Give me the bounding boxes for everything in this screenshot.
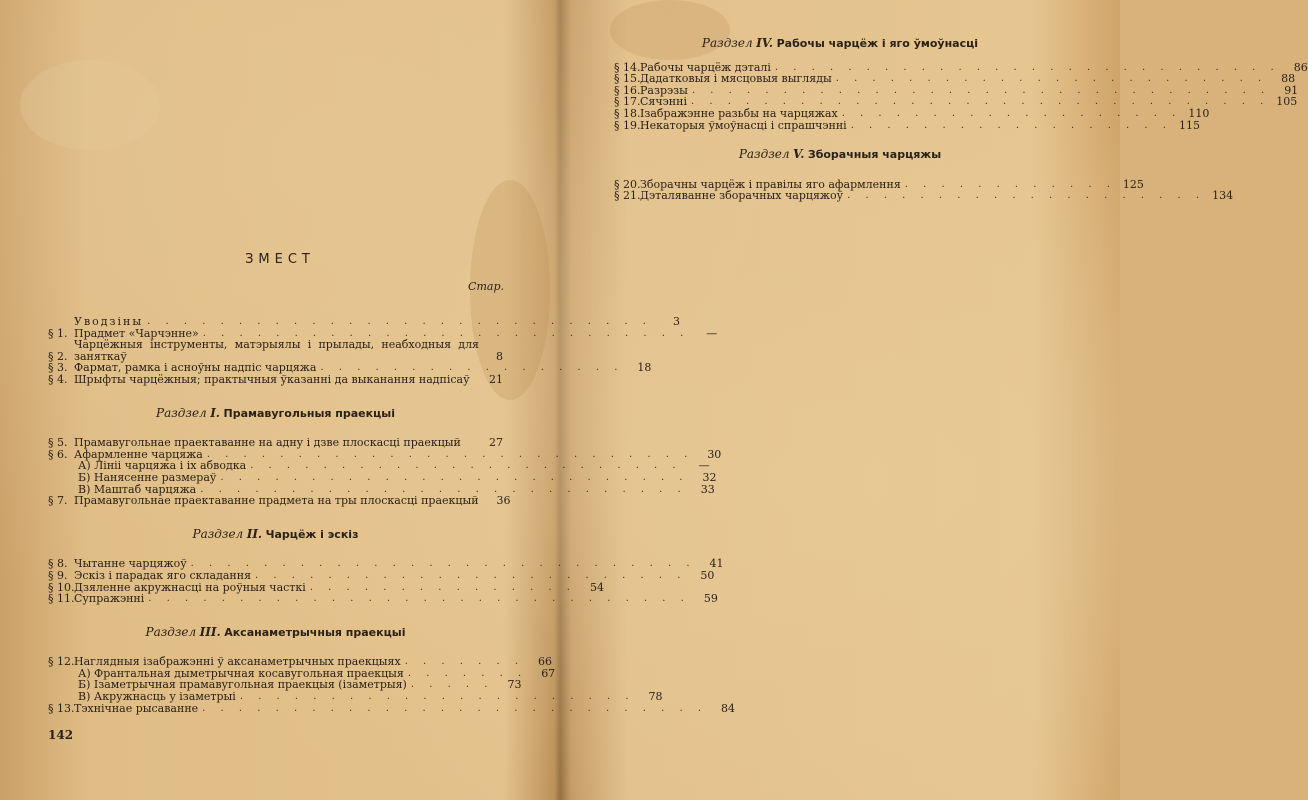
section-mark: § 13. bbox=[48, 701, 75, 715]
leader-dots: . . . . . . . . . . . . . . . . . . . . . . . . . . . . . . bbox=[148, 593, 690, 605]
leader-dots: . . . . . . . . . . . . bbox=[904, 178, 1116, 190]
leader-dots: . . . . . . . . . . . . . . . . . . . . . . . . . . . . bbox=[202, 702, 708, 714]
toc-entry-text: Шрыфты чарцёжныя; практычныя ўказанні да выканання надпісаў bbox=[74, 372, 470, 386]
leader-dots: . . . . . . . . . . . . . . . . . . . . . . . . . . . . bbox=[190, 558, 696, 570]
leader-dots: . . . . . . . . . . . . . . . . . . . . . . . . . . . bbox=[206, 448, 694, 460]
toc-entry bbox=[48, 494, 511, 508]
toc-page-number: 3 bbox=[673, 315, 680, 328]
section-mark: § 12. bbox=[48, 655, 75, 669]
section-mark: § 14. bbox=[614, 60, 641, 74]
toc-page-number: 30 bbox=[707, 447, 722, 461]
toc-page-number: 105 bbox=[1276, 95, 1298, 109]
section-heading bbox=[614, 149, 1066, 161]
leader-dots: . . . . . . . . . . . . . . . . . . . . . . . . bbox=[835, 73, 1268, 85]
section-mark: § 11. bbox=[48, 592, 75, 606]
toc-page-number: 125 bbox=[1122, 177, 1144, 191]
toc-entry bbox=[48, 374, 503, 386]
leader-dots: . . . . . . . . . . . . . . . . . . . . . . . . . . . . . . . . bbox=[690, 96, 1270, 108]
toc-entry-text: Некаторыя ўмоўнасці і спрашчэнні bbox=[640, 118, 847, 132]
toc-entry-text: Эскіз і парадак яго складання bbox=[74, 568, 252, 582]
section-heading-label: Раздзел bbox=[156, 405, 207, 420]
section-heading-name: Зборачныя чарцяжы bbox=[807, 148, 942, 162]
toc-page-number: 54 bbox=[589, 580, 604, 594]
section-mark: § 9. bbox=[48, 568, 68, 582]
section-heading-name: Прамавугольныя праекцыі bbox=[223, 406, 395, 420]
toc-entry-text: Прадмет «Чарчэнне» bbox=[74, 326, 199, 340]
toc-page-number: 50 bbox=[700, 568, 715, 582]
toc-page-number: 27 bbox=[489, 436, 503, 450]
toc-page-number: 33 bbox=[700, 482, 715, 496]
section-heading-label: Раздзел bbox=[738, 147, 790, 162]
section-heading-number: V. bbox=[792, 147, 805, 162]
toc-entry-text: Дзяленне акружнасці на роўныя часткі bbox=[74, 580, 306, 594]
toc-page-number: — bbox=[706, 326, 718, 340]
section-heading-label: Раздзел bbox=[145, 624, 197, 639]
section-mark: § 4. bbox=[48, 372, 68, 386]
toc-entry-text: Сячэнні bbox=[640, 95, 687, 109]
toc-page-number: 8 bbox=[496, 349, 503, 363]
toc-page-number: 21 bbox=[489, 372, 503, 386]
section-heading-number: III. bbox=[199, 624, 221, 639]
toc-entry-text: Ізабражэнне разьбы на чарцяжах bbox=[640, 106, 838, 120]
toc-entry-text: В) Акружнасць у ізаметрыі bbox=[78, 690, 236, 704]
section-mark: § 21. bbox=[614, 189, 641, 203]
section-heading bbox=[48, 405, 503, 420]
section-mark: § 2. bbox=[48, 349, 68, 363]
toc-entry bbox=[48, 592, 718, 606]
leader-dots: . . . . . . . . . . . . . . . . . . . . . . . . bbox=[255, 569, 687, 581]
toc-entry-text: Фармат, рамка і асноўны надпіс чарцяжа bbox=[74, 361, 317, 375]
toc-entry bbox=[48, 701, 736, 715]
section-mark: § 19. bbox=[614, 118, 641, 132]
toc-entry bbox=[614, 118, 1200, 132]
toc-entry bbox=[614, 106, 1210, 120]
leader-dots: . . . . . bbox=[410, 679, 494, 691]
toc-entry-text: Дэталяванне зборачных чарцяжоў bbox=[640, 189, 844, 203]
toc-entry bbox=[48, 437, 503, 449]
leader-dots: . . . . . . . . . . . . . . . . . . . . . . . . . . . bbox=[202, 327, 690, 339]
section-heading-name: Аксанаметрычныя праекцыі bbox=[224, 625, 406, 639]
toc-page-number: 84 bbox=[721, 701, 736, 715]
toc-left bbox=[48, 315, 736, 715]
section-heading-name: Рабочы чарцёж і яго ўмоўнасці bbox=[776, 37, 979, 50]
toc-page-number: — bbox=[698, 459, 710, 473]
section-heading-number: IV. bbox=[756, 36, 774, 50]
section-heading-label: Раздзел bbox=[192, 526, 244, 541]
toc-page-number: 73 bbox=[507, 678, 522, 692]
toc-entry-text: В) Маштаб чарцяжа bbox=[78, 482, 197, 496]
toc-entry bbox=[48, 568, 715, 582]
section-mark: § 17. bbox=[614, 95, 641, 109]
leader-dots: . . . . . . . . . . . . . . . bbox=[309, 581, 576, 593]
toc-entry-text: Тэхнічнае рысаванне bbox=[74, 701, 199, 715]
leader-dots: . . . . . . . bbox=[407, 667, 528, 679]
leader-dots: . . . . . . . . . . . . . . . . . . . . . . bbox=[239, 691, 635, 703]
toc-entry-text: Супражэнні bbox=[74, 592, 145, 606]
section-mark: § 10. bbox=[48, 580, 75, 594]
leader-dots: . . . . . . . . . . . . . . . . . bbox=[320, 362, 624, 374]
section-heading bbox=[48, 526, 503, 541]
toc-page-number: 91 bbox=[1284, 83, 1299, 97]
section-heading bbox=[48, 624, 503, 639]
toc-page-number: 66 bbox=[538, 655, 553, 669]
toc-entry-text: Наглядныя ізабражэнні ў аксанаметрычных праекцыях bbox=[74, 655, 401, 669]
toc-right bbox=[614, 36, 1308, 203]
toc-entry-text: Дадатковыя і мясцовыя выгляды bbox=[640, 72, 832, 86]
toc-page-number: 59 bbox=[703, 592, 718, 606]
toc-page-number: 110 bbox=[1188, 106, 1210, 120]
page-number: 142 bbox=[48, 728, 74, 742]
right-page bbox=[562, 0, 1308, 800]
section-heading-label: Раздзел bbox=[701, 36, 753, 50]
toc-entry-text: Прамавугольнае праектаванне на адну і дзве плоскасці праекцый bbox=[74, 436, 461, 450]
toc-entry-text: Б) Ізаметрычная прамавугольная праекцыя (ізаметрыя) bbox=[78, 678, 407, 692]
leader-dots: . . . . . . . bbox=[404, 656, 525, 668]
toc-page-number: 32 bbox=[702, 470, 717, 484]
section-mark: § 6. bbox=[48, 447, 68, 461]
toc-entry-text: Чытанне чарцяжоў bbox=[74, 557, 187, 571]
toc-entry bbox=[614, 189, 1234, 203]
leader-dots: . . . . . . . . . . . . . . . . . . . . . . . . . . . . bbox=[774, 61, 1280, 73]
contents-title: ЗМЕСТ bbox=[245, 252, 315, 267]
leader-dots: . . . . . . . . . . . . . . . . . . . . . . . . . . . . . . . . bbox=[691, 84, 1271, 96]
section-mark: § 7. bbox=[48, 494, 68, 508]
toc-entry-sub bbox=[48, 690, 663, 704]
section-mark: § 8. bbox=[48, 557, 68, 571]
toc-entry-text: Афармленне чарцяжа bbox=[74, 447, 203, 461]
leader-dots: . . . . . . . . . . . . . . . . . . . . . . . . bbox=[250, 460, 682, 472]
leader-dots: . . . . . . . . . . . . . . . . . . bbox=[850, 119, 1172, 131]
toc-page-number: 86 bbox=[1293, 60, 1308, 74]
section-mark: § 5. bbox=[48, 436, 68, 450]
section-mark: § 3. bbox=[48, 361, 68, 375]
leader-dots: . . . . . . . . . . . . . . . . . . . . bbox=[847, 190, 1206, 202]
toc-entry-text: Уводзіны bbox=[74, 315, 144, 328]
toc-page-number: 88 bbox=[1281, 72, 1296, 86]
toc-page-number: 134 bbox=[1212, 189, 1234, 203]
section-mark: § 20. bbox=[614, 177, 641, 191]
section-heading-number: II. bbox=[246, 526, 263, 541]
toc-page-number: 41 bbox=[709, 557, 724, 571]
toc-page-number: 115 bbox=[1178, 118, 1200, 132]
leader-dots: . . . . . . . . . . . . . . . . . . . . . . . . . . . . bbox=[147, 316, 652, 327]
page-column-label: Стар. bbox=[468, 280, 504, 293]
toc-entry-text: Рабочы чарцёж дэталі bbox=[640, 60, 771, 74]
toc-page-number: 18 bbox=[637, 361, 652, 375]
toc-entry bbox=[48, 339, 503, 362]
section-heading-name: Чарцёж і эскіз bbox=[265, 527, 359, 541]
section-mark: § 16. bbox=[614, 83, 641, 97]
leader-dots: . . . . . . . . . . . . . . . . . . . bbox=[841, 107, 1182, 119]
section-heading-number: I. bbox=[210, 405, 220, 420]
toc-entry-text: Зборачны чарцёж і правілы яго афармлення bbox=[640, 177, 901, 191]
toc-entry-text: Прамавугольнае праектаванне прадмета на тры плоскасці праекцый bbox=[74, 494, 479, 508]
toc-page-number: 36 bbox=[496, 494, 511, 508]
leader-dots: . . . . . . . . . . . . . . . . . . . . . . . . . . . bbox=[200, 483, 687, 495]
toc-page-number: 78 bbox=[648, 690, 663, 704]
toc-entry-text: Чарцёжныя інструменты, матэрыялы і прылады, неабходныя для заняткаў bbox=[74, 338, 479, 363]
section-heading bbox=[614, 38, 1066, 50]
toc-entry-text: А) Лініі чарцяжа і іх абводка bbox=[78, 459, 247, 473]
toc-entry-text: Разрэзы bbox=[640, 83, 688, 97]
section-mark: § 18. bbox=[614, 106, 641, 120]
section-mark: § 1. bbox=[48, 326, 68, 340]
leader-dots: . . . . . . . . . . . . . . . . . . . . . . . . . . bbox=[220, 471, 689, 483]
toc-entry-intro bbox=[48, 315, 680, 328]
section-mark: § 15. bbox=[614, 72, 641, 86]
toc-entry-text: Б) Нанясенне размераў bbox=[78, 470, 217, 484]
toc-entry-sub bbox=[48, 470, 717, 484]
toc-entry-text: А) Франтальная дыметрычная косавугольная праекцыя bbox=[78, 666, 404, 680]
toc-page-number: 67 bbox=[541, 666, 556, 680]
